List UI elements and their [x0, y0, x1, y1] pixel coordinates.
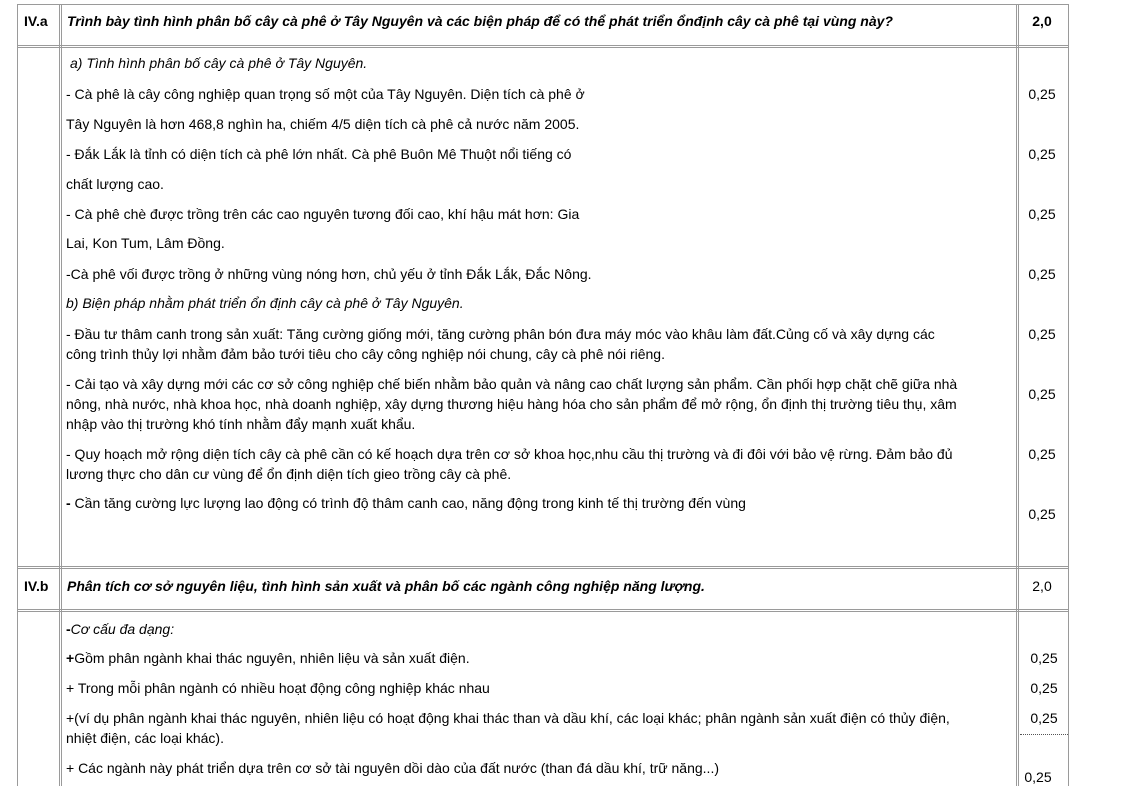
part-a-heading: a) Tình hình phân bố cây cà phê ở Tây Nguyên. [70, 55, 368, 71]
bullet-dash: - [66, 495, 71, 511]
item-text: + Các ngành này phát triển dựa trên cơ sở tài nguyên dồi dào của đất nước (than đá dầu khí, trữ năng...) [66, 760, 719, 776]
bullet-dash: - [66, 621, 71, 637]
item-text: nhập vào thị trường khó tính nhằm đẩy mạnh xuất khẩu. [66, 416, 416, 432]
item-score: 0,25 [1028, 206, 1056, 222]
section-b-question: Phân tích cơ sở nguyên liệu, tình hình sản xuất và phân bố các ngành công nghiệp năng lượng. [67, 578, 705, 594]
section-a-score: 2,0 [1032, 13, 1052, 29]
row-divider-3 [17, 609, 1069, 610]
item-text: nông, nhà nước, nhà khoa học, nhà doanh nghiệp, xây dựng thương hiệu hàng hóa cho sản phẩm để mở rộng, ổn định thị trường tiêu thụ, xâm [66, 396, 957, 412]
item-score: 0,25 [1028, 386, 1056, 402]
intro-text: Cơ cấu đa dạng: [70, 621, 175, 637]
item-text: +(ví dụ phân ngành khai thác nguyên, nhiên liệu có hoạt động khai thác than và dầu khí, các loại khác; phân ngành sản xuất điện có thủy điện, [66, 710, 950, 726]
row-divider-2b [17, 568, 1069, 569]
item-score: 0,25 [1028, 146, 1056, 162]
item-text: - Cà phê chè được trồng trên các cao nguyên tương đối cao, khí hậu mát hơn: Gia [66, 206, 580, 222]
item-text-body: Cần tăng cường lực lượng lao động có trình độ thâm canh cao, năng động trong kinh tế thị trường đến vùng [70, 495, 746, 511]
item-text: - Cải tạo và xây dựng mới các cơ sở công nghiệp chế biến nhằm bảo quản và nâng cao chất lượng sản phẩm. Cần phối hợp chặt chẽ giữa nhà [66, 376, 958, 392]
item-text: nhiệt điện, các loại khác). [66, 730, 224, 746]
item-text: chất lượng cao. [66, 176, 164, 192]
item-text: -Cà phê vối được trồng ở những vùng nóng hơn, chủ yếu ở tỉnh Đắk Lắk, Đắc Nông. [66, 266, 592, 282]
item-text [66, 648, 470, 668]
section-b-intro [66, 619, 174, 639]
row-divider-3b [17, 611, 1069, 612]
table-border-left [17, 4, 18, 786]
item-score: 0,25 [1028, 326, 1056, 342]
item-score: 0,25 [1030, 650, 1058, 666]
item-score: 0,25 [1030, 680, 1058, 696]
item-text: - Quy hoạch mở rộng diện tích cây cà phê cần có kế hoạch dựa trên cơ sở khoa học,nhu cầu thị trường và đi đôi với bảo vệ rừng. Đảm bảo đủ [66, 446, 953, 462]
item-score: 0,25 [1030, 710, 1058, 726]
item-score: 0,25 [1024, 769, 1052, 785]
table-border-top [17, 4, 1069, 5]
item-text: Tây Nguyên là hơn 468,8 nghìn ha, chiếm 4/5 diện tích cà phê cả nước năm 2005. [66, 116, 580, 132]
col-divider-1b [61, 4, 62, 786]
item-text-body: Gồm phân ngành khai thác nguyên, nhiên liệu và sản xuất điện. [74, 650, 470, 666]
section-b-score: 2,0 [1032, 578, 1052, 594]
row-divider-1b [17, 47, 1069, 48]
item-score: 0,25 [1028, 506, 1056, 522]
section-a-question: Trình bày tình hình phân bố cây cà phê ở Tây Nguyên và các biện pháp để có thể phát triển ổnđịnh cây cà phê tại vùng này? [67, 13, 893, 29]
row-divider-1 [17, 45, 1069, 46]
item-text: công trình thủy lợi nhằm đảm bảo tưới tiêu cho cây công nghiệp nói chung, cây cà phê nói riêng. [66, 346, 665, 362]
item-score: 0,25 [1028, 86, 1056, 102]
bullet-plus: + [66, 650, 75, 666]
dotted-divider [1020, 734, 1068, 735]
item-text: + Trong mỗi phân ngành có nhiều hoạt động công nghiệp khác nhau [66, 680, 490, 696]
item-text: - Cà phê là cây công nghiệp quan trọng số một của Tây Nguyên. Diện tích cà phê ở [66, 86, 585, 102]
item-text: - Đầu tư thâm canh trong sản xuất: Tăng cường giống mới, tăng cường phân bón đưa máy móc vào khâu làm đất.Củng cố và xây dựng các [66, 326, 935, 342]
item-score: 0,25 [1028, 266, 1056, 282]
item-text: lương thực cho dân cư vùng để ổn định diện tích gieo trồng cây cà phê. [66, 466, 512, 482]
part-b-heading: b) Biện pháp nhằm phát triển ổn định cây cà phê ở Tây Nguyên. [66, 295, 464, 311]
section-a-code: IV.a [24, 13, 48, 29]
col-divider-1 [59, 4, 60, 786]
col-divider-2 [1016, 4, 1017, 786]
item-text: - Đắk Lắk là tỉnh có diện tích cà phê lớn nhất. Cà phê Buôn Mê Thuột nổi tiếng có [66, 146, 572, 162]
row-divider-2 [17, 566, 1069, 567]
table-border-right [1068, 4, 1069, 786]
item-text [66, 493, 746, 513]
item-text: Lai, Kon Tum, Lâm Đồng. [66, 235, 225, 251]
section-b-code: IV.b [24, 578, 49, 594]
item-score: 0,25 [1028, 446, 1056, 462]
